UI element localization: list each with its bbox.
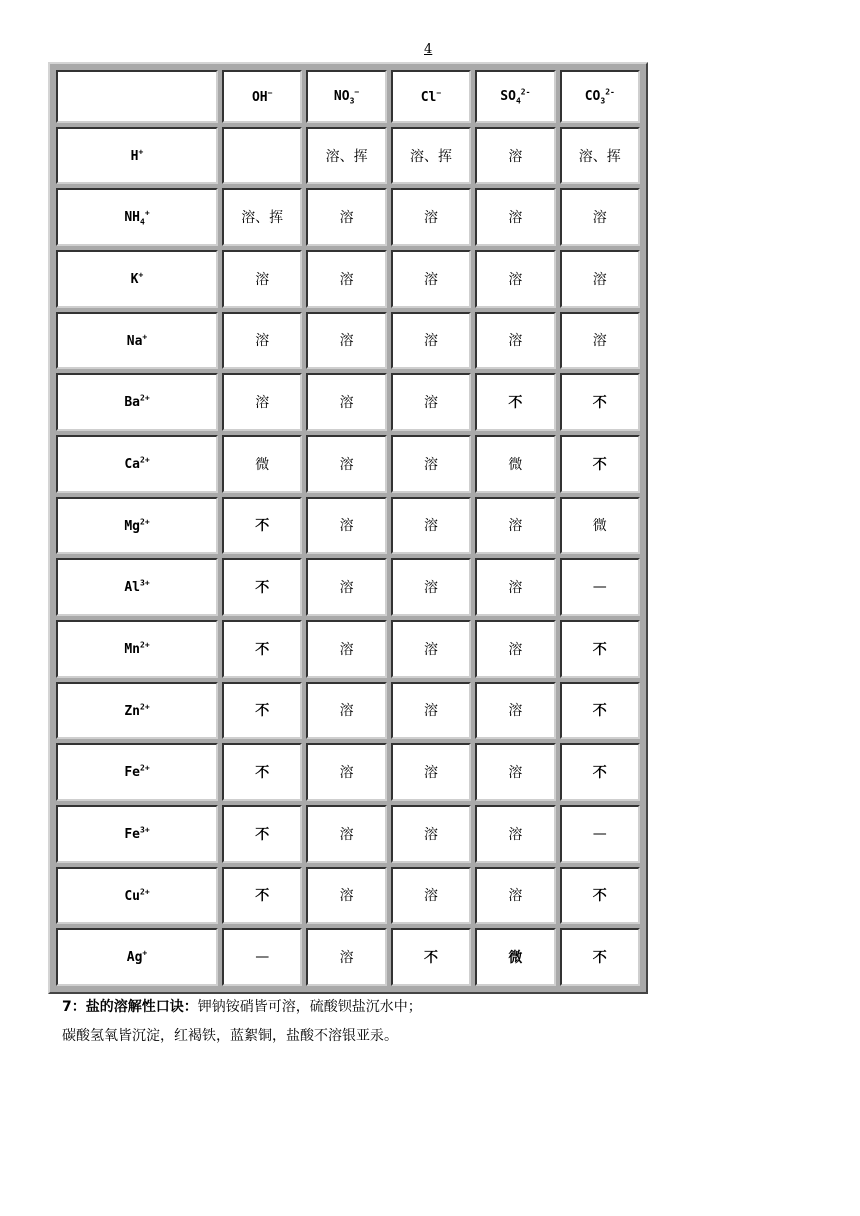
ion-charge: 2+ xyxy=(140,702,150,712)
cation-label xyxy=(124,580,149,595)
anion-label xyxy=(585,89,615,104)
anion-header-cell xyxy=(475,70,555,123)
solubility-cell: 溶 xyxy=(560,250,640,308)
solubility-cell: — xyxy=(222,928,302,986)
solubility-table xyxy=(52,66,644,990)
header-row xyxy=(56,70,640,123)
solubility-cell: 溶 xyxy=(306,743,386,801)
solubility-cell: 不 xyxy=(560,682,640,740)
table-row xyxy=(56,867,640,925)
cation-cell xyxy=(56,928,218,986)
anion-header-cell xyxy=(306,70,386,123)
table-row xyxy=(56,373,640,431)
solubility-cell: 溶 xyxy=(391,250,471,308)
solubility-cell: 溶、挥 xyxy=(306,127,386,185)
solubility-cell: 溶 xyxy=(475,127,555,185)
ion-charge: + xyxy=(138,270,144,280)
ion-symbol: Na xyxy=(126,333,143,349)
cation-cell xyxy=(56,497,218,555)
ion-charge: + xyxy=(142,948,148,958)
solubility-cell: 不 xyxy=(560,373,640,431)
page-number: 4 xyxy=(424,42,433,57)
anion-header-cell xyxy=(222,70,302,123)
ion-charge: − xyxy=(267,88,273,98)
ion-symbol: Ba xyxy=(124,395,140,411)
solubility-cell: 溶 xyxy=(391,743,471,801)
cation-cell xyxy=(56,867,218,925)
solubility-cell: 溶 xyxy=(475,312,555,370)
anion-label xyxy=(334,89,359,104)
table-row xyxy=(56,558,640,616)
cation-label xyxy=(131,272,144,287)
solubility-cell: 溶 xyxy=(475,558,555,616)
cation-label xyxy=(124,889,149,904)
solubility-cell: 不 xyxy=(222,558,302,616)
cation-label xyxy=(124,395,149,410)
table-row xyxy=(56,928,640,986)
solubility-cell: 溶 xyxy=(222,250,302,308)
cation-label xyxy=(124,642,149,657)
solubility-cell: 溶 xyxy=(391,497,471,555)
ion-subscript: 3 xyxy=(600,96,606,106)
ion-symbol: SO xyxy=(500,88,516,104)
notes-line-2: 碳酸氢氧皆沉淀，红褐铁，蓝絮铜，盐酸不溶银亚汞。 xyxy=(62,1028,398,1044)
solubility-cell: 不 xyxy=(560,620,640,678)
ion-symbol: NH xyxy=(124,209,140,225)
cation-cell xyxy=(56,558,218,616)
ion-symbol: Cu xyxy=(124,888,140,904)
ion-charge: 2+ xyxy=(140,640,150,650)
solubility-cell: 不 xyxy=(391,928,471,986)
solubility-cell: 溶、挥 xyxy=(222,188,302,246)
table-row xyxy=(56,312,640,370)
table-row xyxy=(56,620,640,678)
cation-cell xyxy=(56,743,218,801)
anion-header-cell xyxy=(391,70,471,123)
ion-charge: + xyxy=(142,332,148,342)
anion-label xyxy=(421,90,441,105)
solubility-notes xyxy=(62,993,422,1051)
solubility-cell: 溶 xyxy=(306,682,386,740)
solubility-cell: 溶 xyxy=(306,558,386,616)
solubility-cell: 溶 xyxy=(475,743,555,801)
ion-symbol: CO xyxy=(584,88,601,104)
solubility-cell: 溶 xyxy=(306,928,386,986)
table-row xyxy=(56,250,640,308)
solubility-cell xyxy=(222,127,302,185)
notes-heading: 7：盐的溶解性口诀： xyxy=(62,999,198,1015)
ion-symbol: NO xyxy=(333,88,350,104)
cation-label xyxy=(124,827,149,842)
ion-symbol: Cl xyxy=(420,89,437,105)
solubility-cell: 溶 xyxy=(222,312,302,370)
solubility-cell: 溶 xyxy=(391,867,471,925)
table-row xyxy=(56,682,640,740)
cation-label xyxy=(124,765,149,780)
solubility-table-frame xyxy=(48,62,648,994)
solubility-cell: 不 xyxy=(222,497,302,555)
solubility-cell: 溶 xyxy=(306,435,386,493)
cation-cell xyxy=(56,188,218,246)
ion-symbol: Ca xyxy=(124,456,140,472)
solubility-cell: 溶 xyxy=(475,867,555,925)
solubility-cell: 溶 xyxy=(475,620,555,678)
solubility-cell: 溶 xyxy=(475,497,555,555)
solubility-cell: 溶、挥 xyxy=(391,127,471,185)
cation-cell xyxy=(56,620,218,678)
solubility-cell: 溶 xyxy=(391,188,471,246)
ion-charge: 2+ xyxy=(140,455,150,465)
ion-symbol: OH xyxy=(251,89,268,105)
solubility-cell: 不 xyxy=(222,620,302,678)
ion-symbol: Fe xyxy=(124,765,140,781)
cation-cell xyxy=(56,373,218,431)
table-row xyxy=(56,743,640,801)
solubility-cell: 不 xyxy=(475,373,555,431)
cation-cell xyxy=(56,682,218,740)
solubility-cell: 溶 xyxy=(306,188,386,246)
ion-symbol: Mn xyxy=(124,641,140,657)
cation-label xyxy=(131,149,144,164)
ion-symbol: Ag xyxy=(126,950,143,966)
ion-charge: − xyxy=(354,87,360,97)
ion-charge: 2- xyxy=(520,87,531,97)
solubility-cell: 溶 xyxy=(560,188,640,246)
solubility-cell: 不 xyxy=(560,435,640,493)
ion-symbol: K xyxy=(130,271,139,287)
solubility-cell: 溶 xyxy=(391,435,471,493)
solubility-cell: 不 xyxy=(222,805,302,863)
cation-label xyxy=(127,334,147,349)
solubility-cell: 微 xyxy=(222,435,302,493)
solubility-cell: 不 xyxy=(222,682,302,740)
ion-charge: 3+ xyxy=(140,578,150,588)
cation-label xyxy=(124,519,149,534)
ion-subscript: 4 xyxy=(515,96,521,106)
cation-label xyxy=(124,210,149,225)
anion-label xyxy=(500,89,530,104)
ion-subscript: 3 xyxy=(349,96,355,106)
corner-cell xyxy=(56,70,218,123)
solubility-cell: 溶 xyxy=(560,312,640,370)
solubility-cell: 溶 xyxy=(391,805,471,863)
table-row xyxy=(56,497,640,555)
notes-line-1 xyxy=(62,993,422,1022)
cation-cell xyxy=(56,127,218,185)
solubility-cell: 溶 xyxy=(475,682,555,740)
ion-symbol: H xyxy=(130,148,139,164)
table-row xyxy=(56,188,640,246)
anion-header-cell xyxy=(560,70,640,123)
table-row xyxy=(56,435,640,493)
solubility-cell: 溶 xyxy=(306,312,386,370)
cation-cell xyxy=(56,805,218,863)
ion-charge: − xyxy=(436,88,442,98)
solubility-cell: 不 xyxy=(560,928,640,986)
ion-symbol: Al xyxy=(124,580,140,596)
ion-charge: + xyxy=(138,147,144,157)
solubility-cell: 溶 xyxy=(475,188,555,246)
ion-charge: 2+ xyxy=(140,393,150,403)
solubility-cell: 溶 xyxy=(222,373,302,431)
solubility-cell: 溶 xyxy=(306,497,386,555)
solubility-cell: 不 xyxy=(222,867,302,925)
ion-charge: 3+ xyxy=(140,825,150,835)
solubility-cell: 溶 xyxy=(391,682,471,740)
anion-label xyxy=(252,90,272,105)
solubility-cell: 溶 xyxy=(391,373,471,431)
ion-subscript: 4 xyxy=(140,217,145,227)
ion-charge: 2- xyxy=(605,87,615,97)
solubility-cell: 溶、挥 xyxy=(560,127,640,185)
solubility-cell: 微 xyxy=(475,435,555,493)
solubility-cell: 溶 xyxy=(306,867,386,925)
solubility-cell: 溶 xyxy=(306,250,386,308)
solubility-cell: 不 xyxy=(222,743,302,801)
cation-label xyxy=(127,950,147,965)
solubility-cell: 溶 xyxy=(306,373,386,431)
cation-cell xyxy=(56,312,218,370)
notes-line-1-text: 钾钠铵硝皆可溶，硫酸钡盐沉水中； xyxy=(197,999,422,1015)
table-row xyxy=(56,805,640,863)
ion-charge: 2+ xyxy=(140,517,150,527)
ion-charge: 2+ xyxy=(140,763,150,773)
solubility-cell: 不 xyxy=(560,867,640,925)
solubility-cell: 微 xyxy=(475,928,555,986)
solubility-cell: 溶 xyxy=(306,805,386,863)
solubility-cell: 不 xyxy=(560,743,640,801)
solubility-cell: — xyxy=(560,558,640,616)
ion-charge: 2+ xyxy=(140,887,150,897)
solubility-cell: 溶 xyxy=(391,312,471,370)
solubility-cell: 溶 xyxy=(391,620,471,678)
solubility-cell: — xyxy=(560,805,640,863)
solubility-cell: 溶 xyxy=(306,620,386,678)
ion-symbol: Mg xyxy=(124,518,140,534)
solubility-cell: 溶 xyxy=(475,250,555,308)
solubility-cell: 微 xyxy=(560,497,640,555)
cation-cell xyxy=(56,435,218,493)
cation-label xyxy=(124,704,149,719)
solubility-cell: 溶 xyxy=(475,805,555,863)
cation-cell xyxy=(56,250,218,308)
ion-symbol: Zn xyxy=(124,703,140,719)
cation-label xyxy=(124,457,149,472)
solubility-cell: 溶 xyxy=(391,558,471,616)
table-row xyxy=(56,127,640,185)
ion-charge: + xyxy=(144,208,150,218)
ion-symbol: Fe xyxy=(124,826,140,842)
